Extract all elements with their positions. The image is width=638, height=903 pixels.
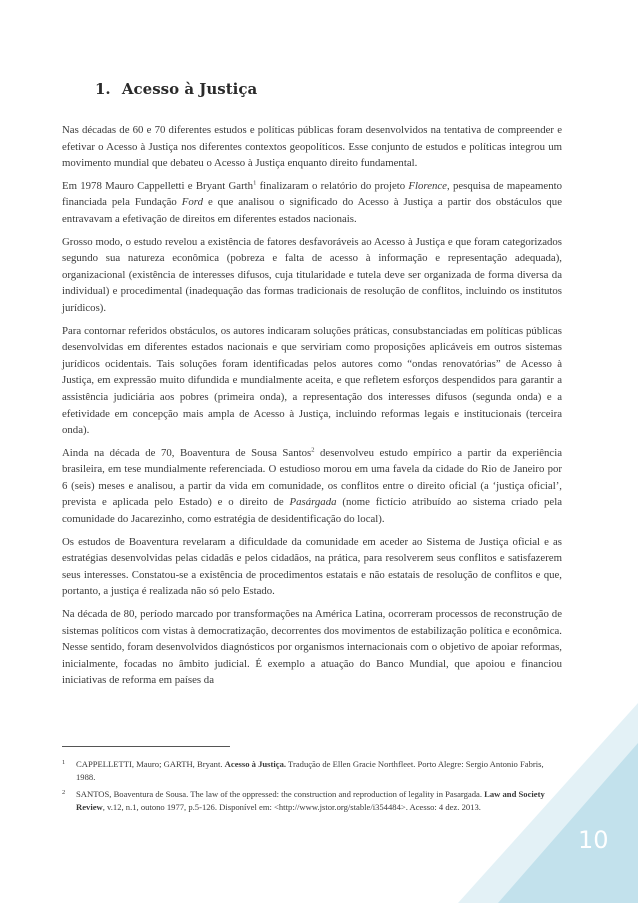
paragraph-text: Na década de 80, período marcado por transformações na América Latina, ocorreram processos de reconstrução de sistemas políticos com vistas à democratização, decorrentes dos movimentos de estabilização política e econômica. Nesse sentido, foram desenvolvidos diagnósticos por organismos internacionais com o objetivo de apoiar reformas, inicialmente, focadas no âmbito judicial. É exemplo a atuação do Banco Mundial, que apoiou e financiou iniciativas de reforma em países da	[62, 608, 562, 687]
footnote-divider	[62, 746, 230, 747]
paragraph-text: Ainda na década de 70, Boaventura de Sousa Santos	[62, 446, 312, 459]
footnote-title: Law and Society Review	[76, 789, 545, 812]
section-title: Acesso à Justiça	[121, 80, 258, 98]
section-heading	[95, 80, 257, 98]
section-number: 1.	[95, 80, 111, 98]
page-number: 10	[578, 826, 609, 854]
paragraph-text: Em 1978 Mauro Cappelletti e Bryant Garth	[62, 179, 254, 192]
footnote-mark: 1	[62, 759, 66, 766]
paragraph-text: Nas décadas de 60 e 70 diferentes estudos e políticas públicas foram desenvolvidos na tentativa de compreender e efetivar o Acesso à Justiça nos diferentes contextos geopolíticos. Esse conjunto de estudos e políticas integrou um movimento mundial que debateu o Acesso à Justiça enquanto direito fundamental.	[62, 124, 562, 170]
footnote-ref-1[interactable]: 1	[253, 179, 257, 187]
paragraph-3	[62, 234, 562, 317]
footnote-title: Acesso à Justiça.	[224, 759, 287, 769]
footnote-text: , v.12, n.1, outono 1977, p.5-126. Disponível em: <http://www.jstor.org/stable/i354484>. Acesso: 4 dez. 2013.	[102, 802, 481, 812]
corner-decoration	[458, 703, 638, 903]
footnote-text: Tradução de Ellen Gracie Northfleet. Porto Alegre: Sergio Antonio Fabris, 1988.	[76, 759, 544, 782]
footnote-ref-2[interactable]: 2	[311, 446, 315, 454]
paragraph-text: , pesquisa de mapeamento financiada pela Fundação	[62, 179, 562, 209]
paragraph-6	[62, 534, 562, 600]
paragraph-text: desenvolveu estudo empírico a partir da experiência brasileira, em tese mundialmente referenciada. O estudioso morou em uma favela da cidade do Rio de Janeiro por 6 (seis) meses e analisou, a partir da vida em comunidade, os conflitos entre o direito oficial (a ‘justiça oficial’, prevista e aplicada pelo Estado) e o direito de	[62, 446, 562, 509]
paragraph-text: (nome fictício atribuído ao sistema criado pela comunidade do Jacarezinho, como estratégia de desidentificação do local).	[62, 496, 562, 526]
paragraph-text: Os estudos de Boaventura revelaram a dificuldade da comunidade em aceder ao Sistema de Justiça oficial e as estratégias desenvolvidas pelas cidadãs e pelos cidadãos, na prática, para resolverem seus conflitos e satisfazerem seus interesses. Constatou-se a existência de procedimentos estatais e não estatais de resolução de conflitos e que, portanto, a justiça é realizada não só pelo Estado.	[62, 535, 562, 598]
footnote-mark: 2	[62, 789, 66, 796]
body-text	[62, 122, 562, 695]
paragraph-1	[62, 122, 562, 172]
corner-triangle-dark	[498, 743, 638, 903]
paragraph-text: e que analisou o significado do Acesso à Justiça a partir dos obstáculos que entravavam a efetivação de direitos em diferentes estados nacionais.	[62, 196, 562, 225]
paragraph-7	[62, 606, 562, 689]
emphasis-florence: Florence	[408, 179, 447, 192]
paragraph-text: finalizaram o relatório do projeto	[256, 179, 409, 192]
emphasis-ford: Ford	[181, 196, 203, 209]
emphasis-pasargada: Pasárgada	[289, 496, 337, 509]
paragraph-text: Grosso modo, o estudo revelou a existência de fatores desfavoráveis ao Acesso à Justiça e que foram categorizados segundo sua natureza econômica (pobreza e falta de acesso à informação e representação adequada), organizacional (existência de interesses difusos, cuja titularidade e tutela deve ser organizada de forma diversa da individual) e procedimental (inadequação das formas tradicionais de resolução de conflitos, incluindo os institutos jurídicos).	[62, 235, 562, 314]
paragraph-text: Para contornar referidos obstáculos, os autores indicaram soluções práticas, consubstanciadas em políticas públicas desenvolvidas em diferentes estados nacionais e que serviriam como proposições aplicáveis em outros sistemas jurídicos ocidentais. Tais soluções foram identificadas pelos autores como “ondas renovatórias” de Acesso à Justiça, em expressão muito difundida e mundialmente aceita, e que refletem esforços despendidos para garantir a assistência judiciária aos pobres (primeira onda), a representação dos interesses difusos (segunda onda) e a efetividade em concepção mais ampla de Acesso à Justiça, incluindo reformas legais e institucionais (terceira onda).	[62, 324, 562, 437]
paragraph-2	[62, 178, 562, 228]
footnote-text: CAPPELLETTI, Mauro; GARTH, Bryant.	[76, 759, 225, 769]
paragraph-4	[62, 323, 562, 439]
footnote-text: SANTOS, Boaventura de Sousa. The law of the oppressed: the construction and reproduction of legality in Pasargada.	[76, 789, 485, 799]
paragraph-5	[62, 445, 562, 528]
